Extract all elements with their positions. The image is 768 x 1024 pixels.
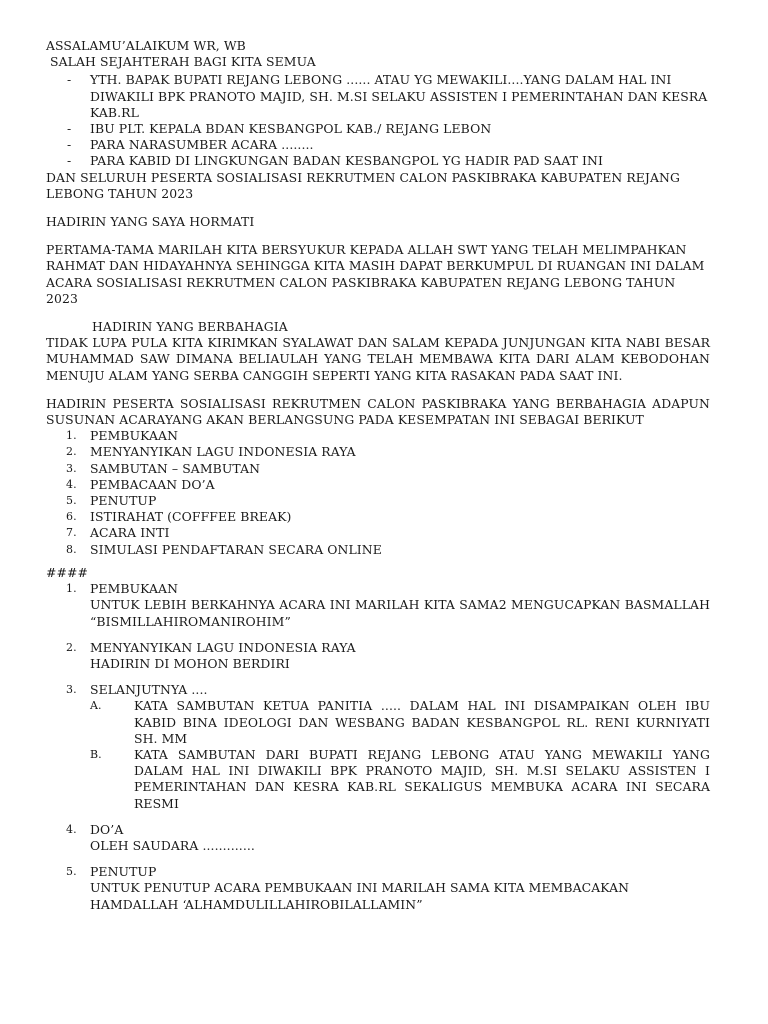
- greeting-line-1: ASSALAMU’ALAIKUM WR, WB: [46, 38, 246, 53]
- speech-item: A. KATA SAMBUTAN KETUA PANITIA ..... DALAM HAL INI DISAMPAIKAN OLEH IBU KABID BINA IDEOLOGI DAN WESBANG BADAN KESBANGPOL RL. RENI KURNIYATI SH. MM: [90, 698, 710, 746]
- detail-body: OLEH SAUDARA .............: [90, 837, 255, 853]
- greeting-line-2: SALAH SEJAHTERAH BAGI KITA SEMUA: [50, 54, 316, 70]
- salawat-paragraph: TIDAK LUPA PULA KITA KIRIMKAN SYALAWAT DAN SALAM KEPADA JUNJUNGAN KITA NABI BESAR MUHAMMAD SAW DIMANA BELIAULAH YANG TELAH MEMBAWA KITA DARI ALAM KEBODOHAN MENUJU ALAM YANG SERBA CANGGIH SEPERTI YANG KITA RASAKAN PADA SAAT INI.: [46, 335, 710, 383]
- detail-section-closing: 5. PENUTUP UNTUK PENUTUP ACARA PEMBUKAAN INI MARILAH SAMA KITA MEMBACAKAN HAMDALLAH ‘ALHAMDULILLAHIROBILALLAMIN”: [46, 864, 710, 913]
- agenda-item: 8. SIMULASI PENDAFTARAN SECARA ONLINE: [66, 541, 382, 557]
- agenda-item: 2. MENYANYIKAN LAGU INDONESIA RAYA: [66, 444, 356, 460]
- agenda-item: 7. ACARA INTI: [66, 525, 170, 541]
- detail-section-anthem: 2. MENYANYIKAN LAGU INDONESIA RAYA HADIRIN DI MOHON BERDIRI: [46, 640, 710, 672]
- detail-list: [46, 581, 710, 913]
- detail-title: DO’A: [90, 821, 124, 837]
- agenda-list: [46, 428, 710, 558]
- addressee-list: [46, 72, 710, 169]
- addressee-item: - IBU PLT. KEPALA BDAN KESBANGPOL KAB./ REJANG LEBON: [67, 121, 492, 137]
- gratitude-paragraph: PERTAMA-TAMA MARILAH KITA BERSYUKUR KEPADA ALLAH SWT YANG TELAH MELIMPAHKAN RAHMAT DAN HIDAYAHNYA SEHINGGA KITA MASIH DAPAT BERKUMPUL DI RUANGAN INI DALAM ACARA SOSIALISASI REKRUTMEN CALON PASKIBRAKA KABUPATEN REJANG LEBONG TAHUN 2023: [46, 242, 705, 306]
- speech-list: [90, 698, 710, 811]
- detail-title: PEMBUKAAN: [90, 581, 179, 597]
- detail-body: HADIRIN DI MOHON BERDIRI: [90, 655, 290, 671]
- agenda-item: 5. PENUTUP: [66, 493, 157, 509]
- agenda-item: 4. PEMBACAAN DO’A: [66, 476, 215, 492]
- section-separator: ####: [46, 564, 88, 580]
- blessed-heading: HADIRIN YANG BERBAHAGIA: [92, 319, 288, 335]
- addressee-item: - PARA KABID DI LINGKUNGAN BADAN KESBANGPOL YG HADIR PAD SAAT INI: [67, 153, 603, 169]
- agenda-item: 1. PEMBUKAAN: [66, 428, 179, 444]
- detail-title: SELANJUTNYA ....: [90, 682, 208, 698]
- addressee-item: - YTH. BAPAK BUPATI REJANG LEBONG ...... ATAU YG MEWAKILI....YANG DALAM HAL INI DIWAKILI BPK PRANOTO MAJID, SH. M.SI SELAKU ASSISTEN I PEMERINTAHAN DAN KESRA KAB.RL: [67, 72, 708, 120]
- speech-item: B. KATA SAMBUTAN DARI BUPATI REJANG LEBONG ATAU YANG MEWAKILI YANG DALAM HAL INI DIWAKILI BPK PRANOTO MAJID, SH. M.SI SELAKU ASSISTEN I PEMERINTAHAN DAN KESRA KAB.RL SEKALIGUS MEMBUKA ACARA INI SECARA RESMI: [90, 746, 710, 811]
- detail-section-speeches: 3. SELANJUTNYA .... A. KATA SAMBUTAN KETUA PANITIA ..... DALAM HAL INI DISAMPAIKAN OLEH IBU KABID BINA IDEOLOGI DAN WESBANG BADAN KESBANGPOL RL. RENI KURNIYATI SH. MM B. KATA SAMBUTAN DARI BUPATI REJANG LEBONG ATAU YANG MEWAKILI YANG DALAM HAL INI DIWAKILI BPK PRANOTO MAJID, SH. M.SI SELAKU ASSISTEN I PEMERINTAHAN DAN KESRA KAB.RL SEKALIGUS MEMBUKA ACARA INI SECARA RESMI: [66, 682, 710, 811]
- agenda-item: 3. SAMBUTAN – SAMBUTAN: [66, 460, 261, 476]
- agenda-intro-paragraph: HADIRIN PESERTA SOSIALISASI REKRUTMEN CALON PASKIBRAKA YANG BERBAHAGIA ADAPUN SUSUNAN ACARAYANG AKAN BERLANGSUNG PADA KESEMPATAN INI SEBAGAI BERIKUT: [46, 395, 710, 428]
- detail-body: UNTUK LEBIH BERKAHNYA ACARA INI MARILAH KITA SAMA2 MENGUCAPKAN BASMALLAH “BISMILLAHIROMANIROHIM”: [90, 597, 710, 629]
- honored-heading: HADIRIN YANG SAYA HORMATI: [46, 214, 255, 230]
- detail-title: PENUTUP: [90, 864, 157, 880]
- detail-section-prayer: 4. DO’A OLEH SAUDARA .............: [46, 822, 710, 854]
- document-page: [46, 38, 710, 923]
- detail-title: MENYANYIKAN LAGU INDONESIA RAYA: [90, 639, 356, 655]
- agenda-item: 6. ISTIRAHAT (COFFFEE BREAK): [66, 509, 292, 525]
- detail-body: UNTUK PENUTUP ACARA PEMBUKAAN INI MARILAH SAMA KITA MEMBACAKAN HAMDALLAH ‘ALHAMDULILLAHIROBILALLAMIN”: [90, 880, 630, 912]
- participants-line: DAN SELURUH PESERTA SOSIALISASI REKRUTMEN CALON PASKIBRAKA KABUPATEN REJANG LEBONG TAHUN 2023: [46, 169, 680, 201]
- addressee-item: - PARA NARASUMBER ACARA ........: [67, 137, 314, 153]
- detail-section-opening: 1. PEMBUKAAN UNTUK LEBIH BERKAHNYA ACARA INI MARILAH KITA SAMA2 MENGUCAPKAN BASMALLAH “BISMILLAHIROMANIROHIM”: [66, 581, 710, 629]
